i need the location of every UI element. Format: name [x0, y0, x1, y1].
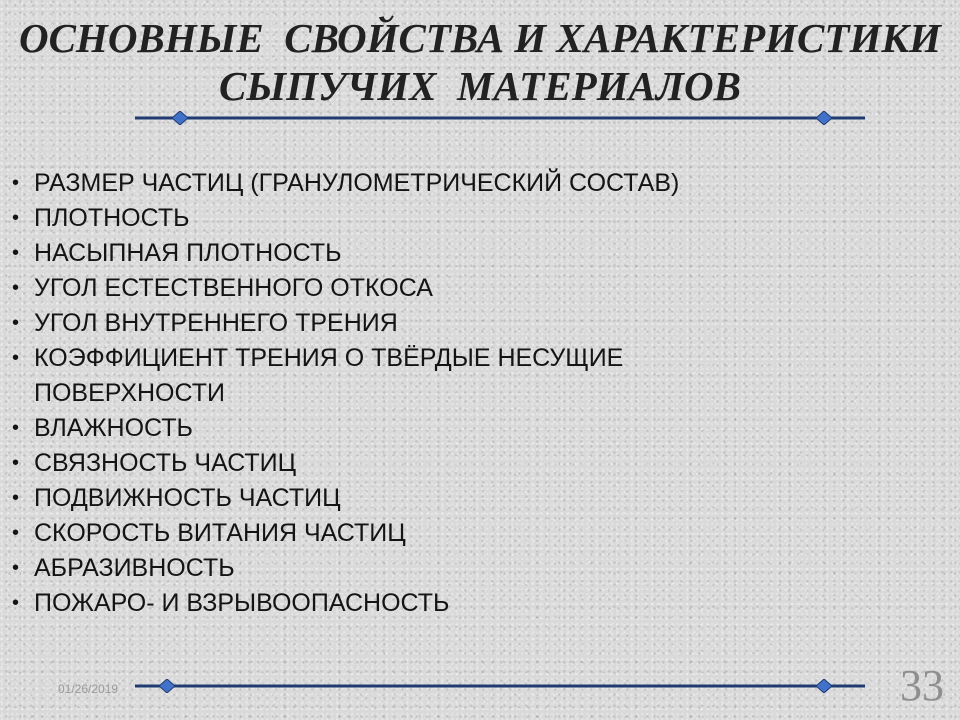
- bullet-marker: •: [12, 207, 20, 229]
- list-item: • УГОЛ ВНУТРЕННЕГО ТРЕНИЯ: [12, 306, 872, 341]
- bullet-marker: •: [12, 592, 20, 614]
- list-item: • КОЭФФИЦИЕНТ ТРЕНИЯ О ТВЁРДЫЕ НЕСУЩИЕ ПОВЕРХНОСТИ: [12, 341, 872, 411]
- bullet-marker: •: [12, 452, 20, 474]
- slide-date: 01/26/2019: [58, 682, 119, 696]
- list-item: • СКОРОСТЬ ВИТАНИЯ ЧАСТИЦ: [12, 516, 872, 551]
- list-item: • ПЛОТНОСТЬ: [12, 201, 872, 236]
- list-item: • РАЗМЕР ЧАСТИЦ (ГРАНУЛОМЕТРИЧЕСКИЙ СОСТАВ): [12, 166, 872, 201]
- bullet-marker: •: [12, 417, 20, 439]
- bullet-marker: •: [12, 277, 20, 299]
- list-item-continuation: ПОВЕРХНОСТИ: [34, 379, 225, 407]
- list-item: • НАСЫПНАЯ ПЛОТНОСТЬ: [12, 236, 872, 271]
- bullet-marker: •: [12, 487, 20, 509]
- bullet-marker: •: [12, 557, 20, 579]
- properties-list: [12, 166, 872, 621]
- slide-title: [0, 14, 960, 110]
- slide-title-line-2: СЫПУЧИХ МАТЕРИАЛОВ: [219, 63, 741, 109]
- title-divider: [135, 111, 865, 125]
- bullet-marker: •: [12, 347, 20, 369]
- list-item: • АБРАЗИВНОСТЬ: [12, 551, 872, 586]
- footer-divider: [135, 679, 865, 693]
- list-item: • ПОЖАРО- И ВЗРЫВООПАСНОСТЬ: [12, 586, 872, 621]
- bullet-marker: •: [12, 242, 20, 264]
- slide-title-line-1: ОСНОВНЫЕ СВОЙСТВА И ХАРАКТЕРИСТИКИ: [18, 15, 942, 61]
- bullet-marker: •: [12, 312, 20, 334]
- slide-number: 33: [900, 661, 944, 710]
- list-item: • УГОЛ ЕСТЕСТВЕННОГО ОТКОСА: [12, 271, 872, 306]
- bullet-marker: •: [12, 522, 20, 544]
- bullet-marker: •: [12, 172, 20, 194]
- list-item: • СВЯЗНОСТЬ ЧАСТИЦ: [12, 446, 872, 481]
- list-item: • ВЛАЖНОСТЬ: [12, 411, 872, 446]
- list-item: • ПОДВИЖНОСТЬ ЧАСТИЦ: [12, 481, 872, 516]
